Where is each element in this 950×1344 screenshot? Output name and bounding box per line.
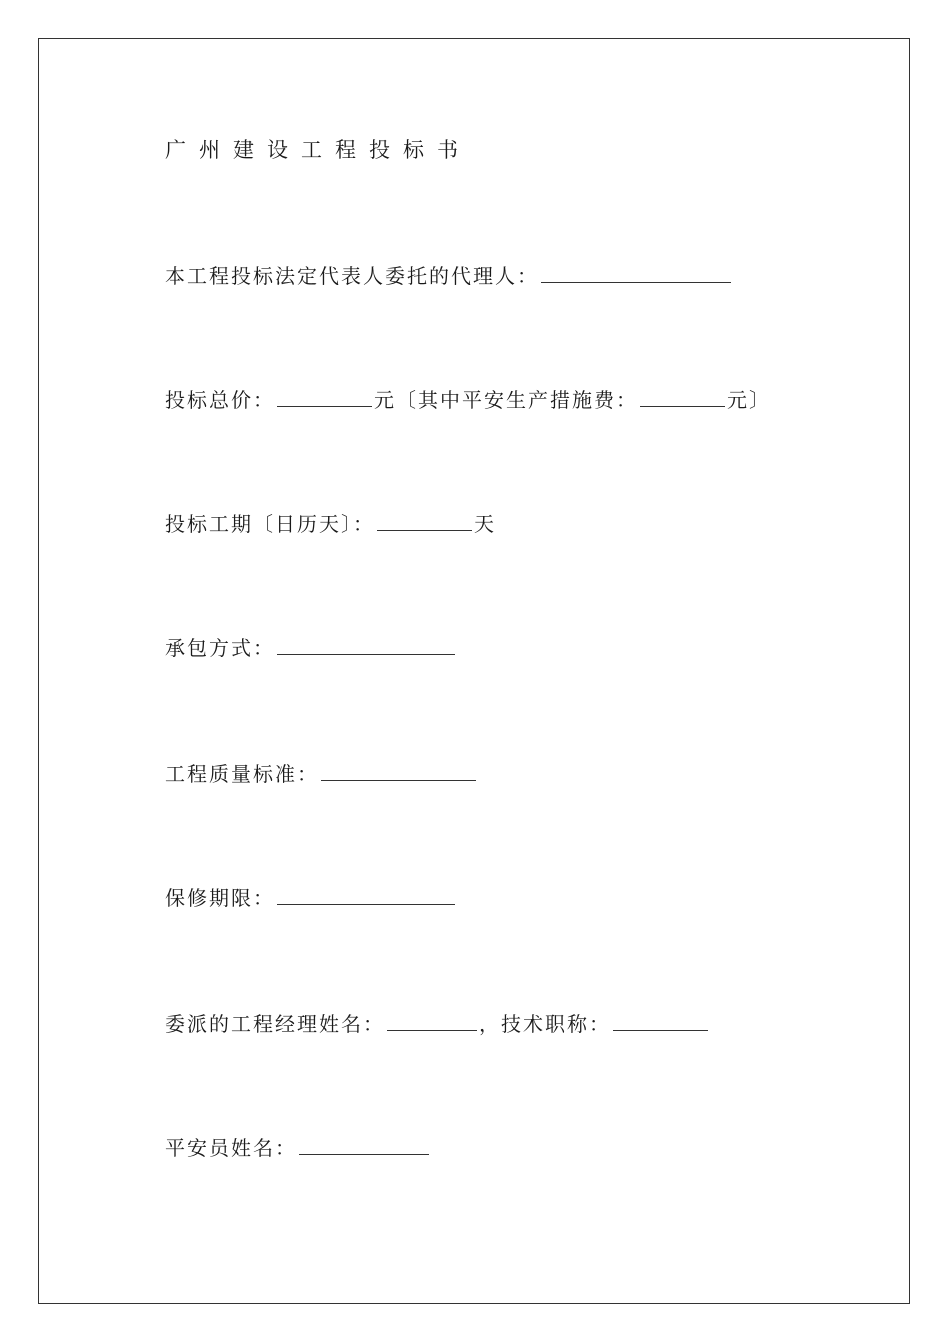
field-total-price bbox=[165, 386, 771, 414]
agent-blank[interactable] bbox=[541, 262, 731, 283]
field-warranty bbox=[165, 884, 457, 912]
field-project-manager-mid: ，技术职称： bbox=[479, 1012, 611, 1036]
manager-name-blank[interactable] bbox=[387, 1010, 477, 1031]
field-project-manager-label: 委派的工程经理姓名： bbox=[165, 1012, 385, 1036]
technical-title-blank[interactable] bbox=[613, 1010, 708, 1031]
field-quality-standard bbox=[165, 760, 478, 788]
field-contract-mode bbox=[165, 634, 457, 662]
field-safety-officer-label: 平安员姓名： bbox=[165, 1136, 297, 1160]
field-contract-mode-label: 承包方式： bbox=[165, 636, 275, 660]
field-agent-label: 本工程投标法定代表人委托的代理人： bbox=[165, 264, 539, 288]
safety-fee-blank[interactable] bbox=[640, 386, 725, 407]
page-frame bbox=[38, 38, 910, 1304]
quality-standard-blank[interactable] bbox=[321, 760, 476, 781]
field-project-manager bbox=[165, 1010, 710, 1038]
field-quality-standard-label: 工程质量标准： bbox=[165, 762, 319, 786]
document-title: 广州建设工程投标书 bbox=[165, 138, 471, 162]
field-duration bbox=[165, 510, 496, 538]
field-total-price-suffix: 元〕 bbox=[727, 388, 771, 412]
warranty-blank[interactable] bbox=[277, 884, 455, 905]
field-agent bbox=[165, 262, 733, 290]
field-duration-suffix: 天 bbox=[474, 512, 496, 536]
duration-blank[interactable] bbox=[377, 510, 472, 531]
total-price-blank[interactable] bbox=[277, 386, 372, 407]
field-duration-label: 投标工期〔日历天〕： bbox=[165, 512, 375, 536]
safety-officer-blank[interactable] bbox=[299, 1134, 429, 1155]
contract-mode-blank[interactable] bbox=[277, 634, 455, 655]
field-total-price-mid: 元〔其中平安生产措施费： bbox=[374, 388, 638, 412]
field-total-price-label: 投标总价： bbox=[165, 388, 275, 412]
field-safety-officer bbox=[165, 1134, 431, 1162]
field-warranty-label: 保修期限： bbox=[165, 886, 275, 910]
